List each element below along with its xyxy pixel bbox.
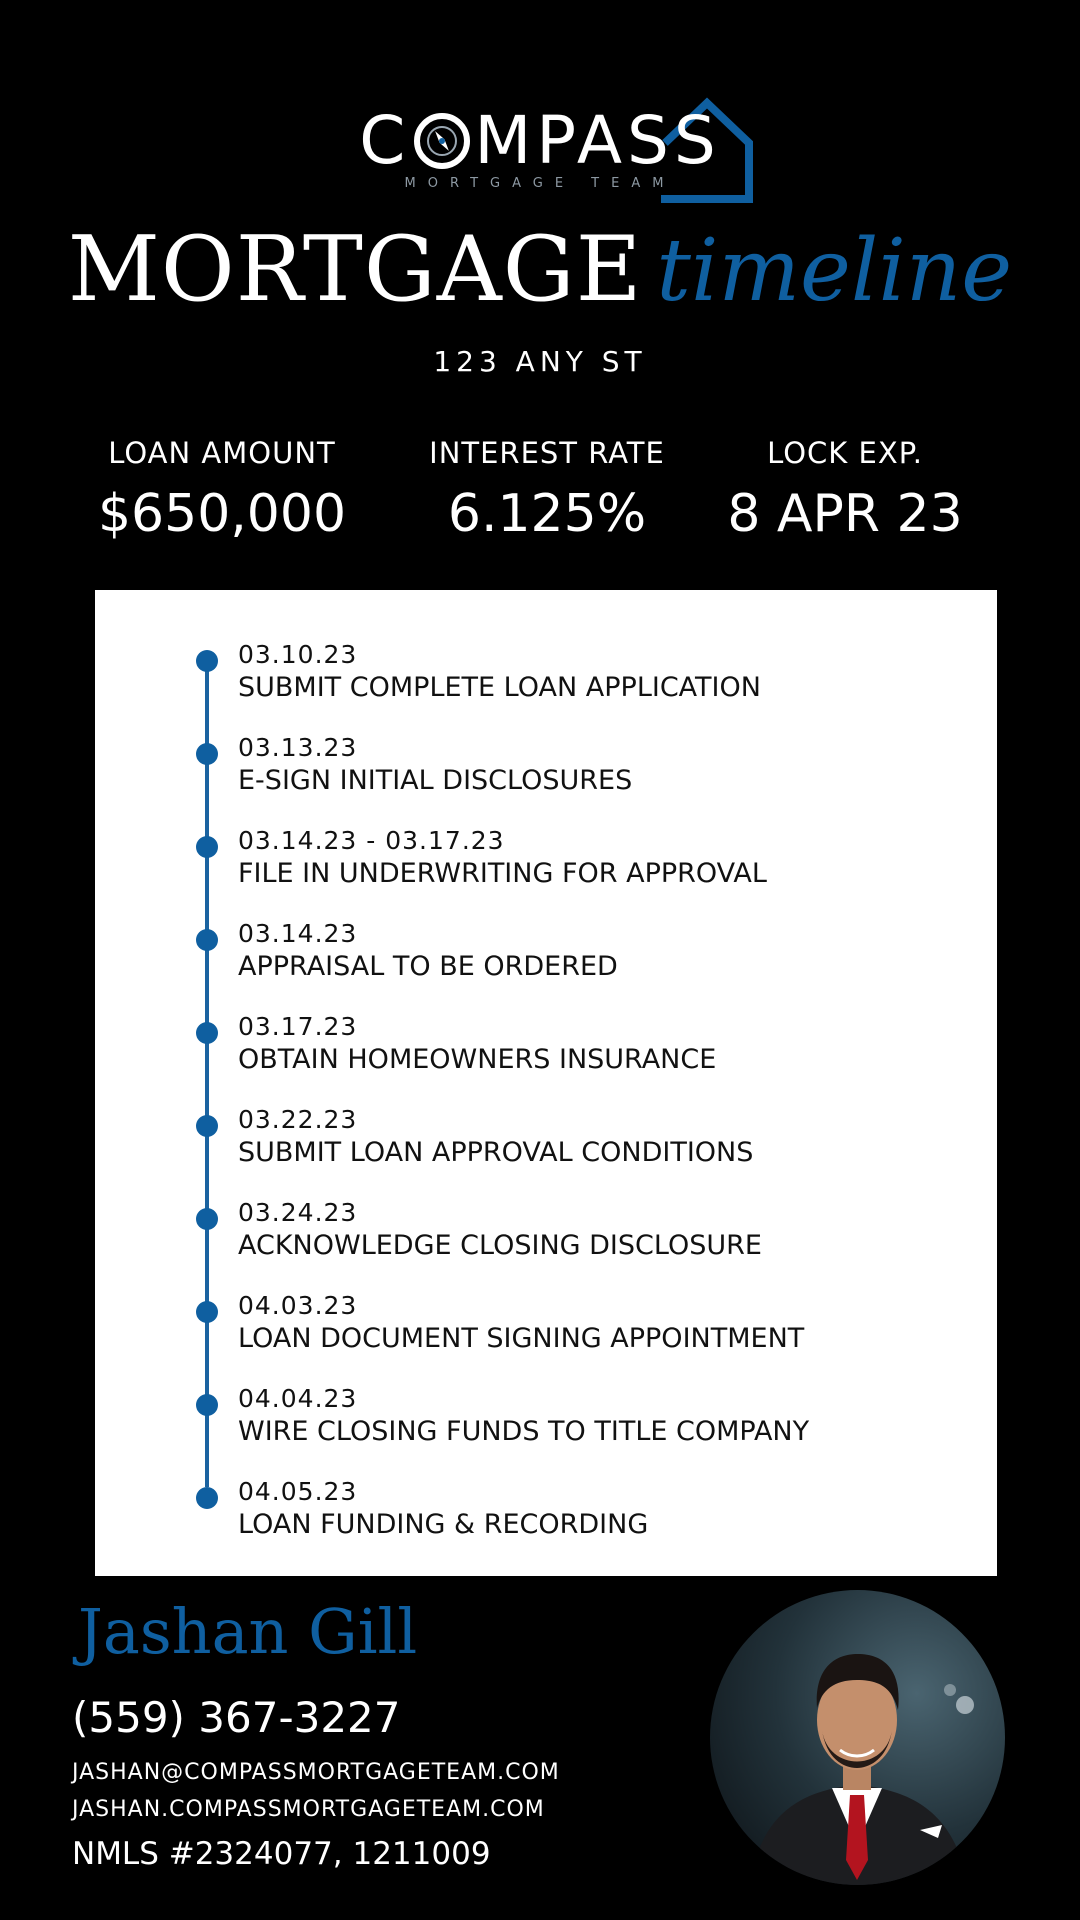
loan-amount-stat bbox=[72, 436, 372, 544]
agent-nmls: NMLS #2324077, 1211009 bbox=[72, 1836, 491, 1872]
title-main: MORTGAGE bbox=[67, 217, 643, 322]
timeline-task: LOAN FUNDING & RECORDING bbox=[238, 1509, 649, 1540]
agent-name: Jashan Gill bbox=[78, 1595, 418, 1668]
timeline-dot-icon bbox=[196, 836, 218, 858]
timeline-item bbox=[95, 1477, 997, 1557]
timeline-task: APPRAISAL TO BE ORDERED bbox=[238, 951, 618, 982]
timeline-date: 03.17.23 bbox=[238, 1012, 358, 1041]
timeline-dot-icon bbox=[196, 650, 218, 672]
timeline-dot-icon bbox=[196, 1115, 218, 1137]
timeline-task: LOAN DOCUMENT SIGNING APPOINTMENT bbox=[238, 1323, 805, 1354]
agent-phone[interactable]: (559) 367-3227 bbox=[72, 1693, 401, 1742]
stat-label: INTEREST RATE bbox=[429, 436, 665, 470]
timeline-item bbox=[95, 826, 997, 906]
stat-label: LOAN AMOUNT bbox=[108, 436, 336, 470]
interest-rate-stat bbox=[397, 436, 697, 544]
lock-expiration-stat bbox=[695, 436, 995, 544]
avatar bbox=[710, 1590, 1005, 1885]
timeline-dot-icon bbox=[196, 1022, 218, 1044]
timeline-date: 04.05.23 bbox=[238, 1477, 358, 1506]
timeline-dot-icon bbox=[196, 929, 218, 951]
stat-label: LOCK EXP. bbox=[767, 436, 923, 470]
timeline-dot-icon bbox=[196, 1394, 218, 1416]
timeline-item bbox=[95, 1198, 997, 1278]
timeline-task: E-SIGN INITIAL DISCLOSURES bbox=[238, 765, 633, 796]
agent-website[interactable]: JASHAN.COMPASSMORTGAGETEAM.COM bbox=[72, 1797, 545, 1822]
stat-value: 6.125% bbox=[447, 484, 647, 544]
timeline-date: 03.14.23 - 03.17.23 bbox=[238, 826, 505, 855]
agent-email[interactable]: JASHAN@COMPASSMORTGAGETEAM.COM bbox=[72, 1760, 560, 1785]
timeline-item bbox=[95, 1105, 997, 1185]
timeline-date: 03.22.23 bbox=[238, 1105, 358, 1134]
timeline-dot-icon bbox=[196, 743, 218, 765]
timeline-item bbox=[95, 640, 997, 720]
timeline-task: SUBMIT COMPLETE LOAN APPLICATION bbox=[238, 672, 761, 703]
compass-icon bbox=[414, 113, 470, 169]
timeline-dot-icon bbox=[196, 1208, 218, 1230]
timeline-date: 03.13.23 bbox=[238, 733, 358, 762]
timeline-dot-icon bbox=[196, 1487, 218, 1509]
timeline-task: WIRE CLOSING FUNDS TO TITLE COMPANY bbox=[238, 1416, 810, 1447]
timeline-dot-icon bbox=[196, 1301, 218, 1323]
property-address: 123 ANY ST bbox=[433, 345, 647, 378]
timeline-date: 03.14.23 bbox=[238, 919, 358, 948]
agent-portrait-image bbox=[710, 1590, 1005, 1885]
logo-subtitle: MORTGAGE TEAM bbox=[404, 176, 676, 191]
timeline-item bbox=[95, 1384, 997, 1464]
stat-value: 8 APR 23 bbox=[727, 484, 963, 544]
logo-wordmark: C MPASS bbox=[359, 102, 721, 179]
timeline-card bbox=[95, 590, 997, 1576]
company-logo bbox=[0, 80, 1080, 220]
timeline-task: SUBMIT LOAN APPROVAL CONDITIONS bbox=[238, 1137, 754, 1168]
timeline-item bbox=[95, 733, 997, 813]
timeline-date: 03.10.23 bbox=[238, 640, 358, 669]
timeline-task: OBTAIN HOMEOWNERS INSURANCE bbox=[238, 1044, 717, 1075]
timeline-task: ACKNOWLEDGE CLOSING DISCLOSURE bbox=[238, 1230, 762, 1261]
timeline-date: 03.24.23 bbox=[238, 1198, 358, 1227]
timeline-item bbox=[95, 1291, 997, 1371]
timeline-date: 04.04.23 bbox=[238, 1384, 358, 1413]
timeline-task: FILE IN UNDERWRITING FOR APPROVAL bbox=[238, 858, 767, 889]
timeline-item bbox=[95, 1012, 997, 1092]
page-title bbox=[0, 217, 1080, 322]
timeline-item bbox=[95, 919, 997, 999]
title-accent: timeline bbox=[656, 221, 1013, 321]
timeline-date: 04.03.23 bbox=[238, 1291, 358, 1320]
stat-value: $650,000 bbox=[97, 484, 347, 544]
